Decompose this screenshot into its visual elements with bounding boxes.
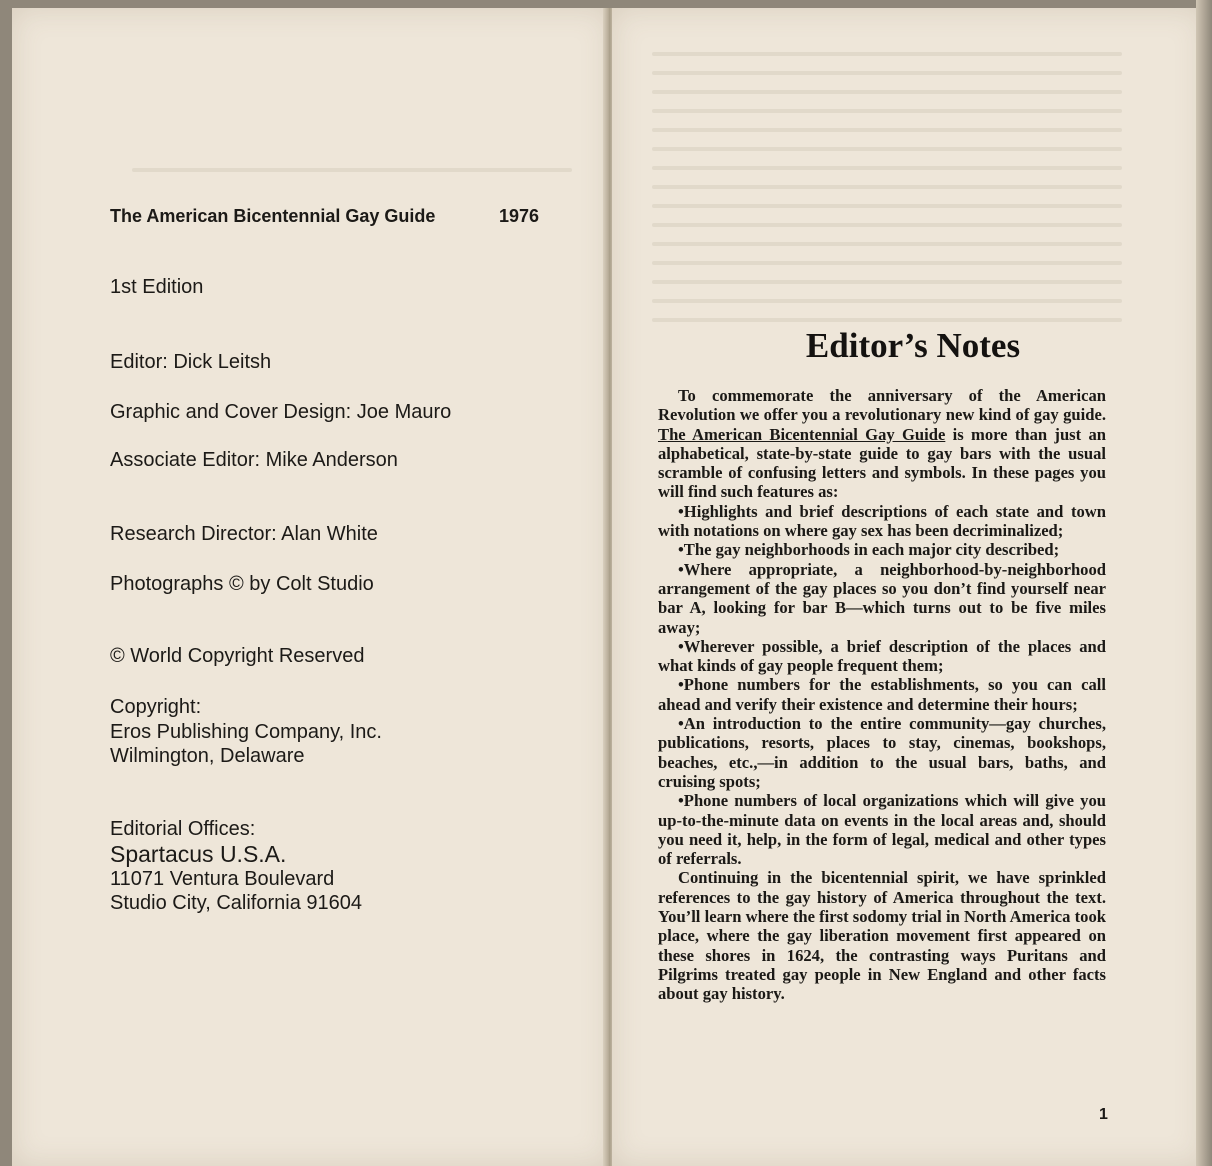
editor-credit: Editor: Dick Leitsh: [110, 351, 272, 373]
book-title-reference: The American Bicentennial Gay Guide: [658, 424, 946, 444]
book-title-heading: The American Bicentennial Gay Guide: [110, 206, 436, 226]
closing-paragraph: Continuing in the bicentennial spirit, we have sprinkled references to the gay history of America throughout the text. You’ll learn where the first sodomy trial in North America took place, where the gay liberation movement first appeared on these shores in 1624, the contrasting ways Puritans and Pilgrims treated gay people in New England and other facts about gay history.: [658, 868, 1106, 1004]
offices-name: Spartacus U.S.A.: [110, 841, 287, 867]
bullet-item: •Highlights and brief descriptions of each state and town with notations on where gay sex has been decriminalized;: [658, 501, 1106, 541]
offices-street: 11071 Ventura Boulevard: [110, 868, 335, 890]
research-director-credit: Research Director: Alan White: [110, 523, 378, 545]
show-through-rules: [132, 168, 572, 187]
copyright-reserved: © World Copyright Reserved: [110, 645, 365, 667]
bullet-item: •Phone numbers of local organizations which will give you up-to-the-minute data on events in the local areas and, should you need it, help, in the form of legal, medical and other types of referrals.: [658, 791, 1106, 869]
offices-label: Editorial Offices:: [110, 818, 256, 840]
intro-text-before: To commemorate the anniversary of the American Revolution we offer you a revolutionary new kind of gay guide.: [658, 386, 1106, 425]
page-edge: [1196, 0, 1212, 1166]
right-page: [612, 8, 1204, 1166]
intro-text-after: is more than just an alphabetical, state-by-state guide to gay bars with the usual scramble of confusing letters and symbols. In these pages you will find such features as:: [658, 424, 1106, 502]
left-page: [12, 8, 610, 1166]
copyright-label: Copyright:: [110, 696, 202, 718]
edition-line: 1st Edition: [110, 276, 204, 298]
bullet-item: •An introduction to the entire community—gay churches, publications, resorts, places to stay, cinemas, bookshops, beaches, etc.,—in addition to the usual bars, baths, and cruising spots;: [658, 714, 1106, 791]
bullet-item: •Wherever possible, a brief description of the places and what kinds of gay people frequent them;: [658, 636, 1106, 676]
associate-editor-credit: Associate Editor: Mike Anderson: [110, 449, 398, 471]
design-credit: Graphic and Cover Design: Joe Mauro: [110, 401, 452, 423]
bullet-item: •Phone numbers for the establishments, so you can call ahead and verify their existence and determine their hours;: [658, 675, 1106, 714]
photographs-credit: Photographs © by Colt Studio: [110, 573, 374, 595]
page-number: 1: [1099, 1106, 1108, 1123]
publisher-city: Wilmington, Delaware: [110, 745, 305, 767]
show-through-text: [652, 52, 1122, 337]
page-title: Editor’s Notes: [805, 326, 1021, 365]
bullet-item: •Where appropriate, a neighborhood-by-neighborhood arrangement of the gay places so you don’t find yourself near bar A, looking for bar B—which turns out to be five miles away;: [658, 559, 1106, 637]
offices-city: Studio City, California 91604: [110, 892, 362, 914]
publisher-name: Eros Publishing Company, Inc.: [110, 721, 382, 743]
book-year: 1976: [499, 206, 540, 226]
intro-paragraph: [658, 386, 1106, 502]
editors-notes-body: [658, 386, 1106, 1004]
bullet-item: •The gay neighborhoods in each major city described;: [678, 540, 1060, 560]
